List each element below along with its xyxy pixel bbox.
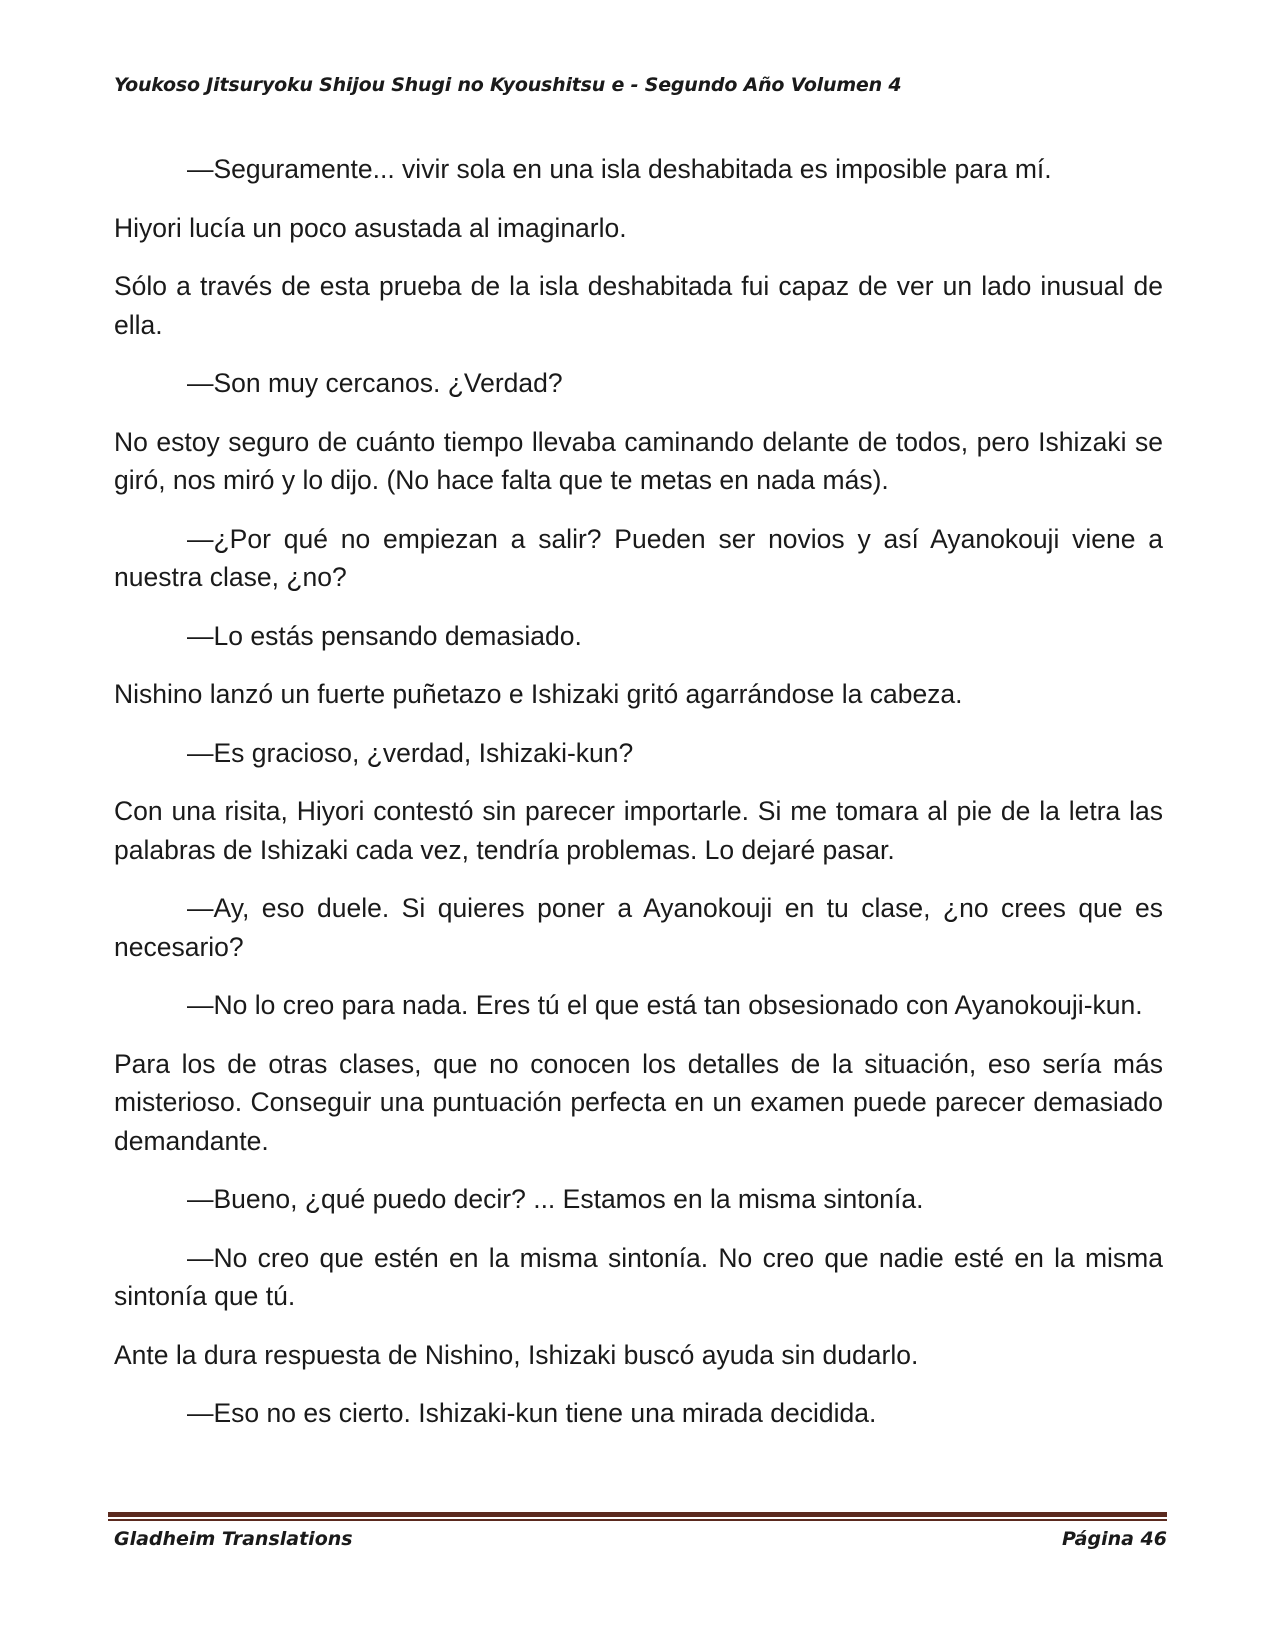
paragraph: —Eso no es cierto. Ishizaki-kun tiene una mirada decidida. bbox=[187, 1398, 877, 1428]
page-body bbox=[114, 150, 1163, 1453]
paragraph: No estoy seguro de cuánto tiempo llevaba caminando delante de todos, pero Ishizaki se giró, nos miró y lo dijo. (No hace falta que te metas en nada más). bbox=[114, 426, 1163, 495]
paragraph: —Es gracioso, ¿verdad, Ishizaki-kun? bbox=[187, 737, 634, 768]
paragraph: —No lo creo para nada. Eres tú el que está tan obsesionado con Ayanokouji-kun. bbox=[187, 990, 1143, 1020]
footer-divider-thick bbox=[108, 1512, 1167, 1517]
paragraph: —Lo estás pensando demasiado. bbox=[187, 620, 582, 651]
paragraph: —¿Por qué no empiezan a salir? Pueden ser novios y así Ayanokouji viene a nuestra clase, ¿no? bbox=[114, 523, 1163, 592]
paragraph: Nishino lanzó un fuerte puñetazo e Ishizaki gritó agarrándose la cabeza. bbox=[114, 679, 963, 709]
footer-divider-thin bbox=[108, 1519, 1167, 1521]
paragraph: Ante la dura respuesta de Nishino, Ishizaki buscó ayuda sin dudarlo. bbox=[114, 1339, 919, 1370]
paragraph: Con una risita, Hiyori contestó sin parecer importarle. Si me tomara al pie de la letra las palabras de Ishizaki cada vez, tendría problemas. Lo dejaré pasar. bbox=[114, 796, 1163, 865]
paragraph: —Son muy cercanos. ¿Verdad? bbox=[187, 368, 563, 398]
paragraph: Hiyori lucía un poco asustada al imaginarlo. bbox=[114, 212, 627, 243]
footer-translator-name: Gladheim Translations bbox=[114, 1528, 353, 1550]
paragraph: Para los de otras clases, que no conocen los detalles de la situación, eso sería más misterioso. Conseguir una puntuación perfecta en un examen puede parecer demasiado demandante. bbox=[114, 1048, 1163, 1156]
page-header-title: Youkoso Jitsuryoku Shijou Shugi no Kyoushitsu e - Segundo Año Volumen 4 bbox=[114, 74, 902, 96]
paragraph: —Ay, eso duele. Si quieres poner a Ayanokouji en tu clase, ¿no crees que es necesario? bbox=[114, 893, 1163, 962]
paragraph: —Bueno, ¿qué puedo decir? ... Estamos en la misma sintonía. bbox=[187, 1184, 924, 1214]
footer-page-number: Página 46 bbox=[1061, 1528, 1167, 1550]
paragraph: —Seguramente... vivir sola en una isla deshabitada es imposible para mí. bbox=[187, 154, 1052, 184]
footer-divider bbox=[108, 1512, 1167, 1521]
paragraph: Sólo a través de esta prueba de la isla deshabitada fui capaz de ver un lado inusual de ella. bbox=[114, 271, 1163, 340]
paragraph: —No creo que estén en la misma sintonía. No creo que nadie esté en la misma sintonía que tú. bbox=[114, 1242, 1163, 1311]
